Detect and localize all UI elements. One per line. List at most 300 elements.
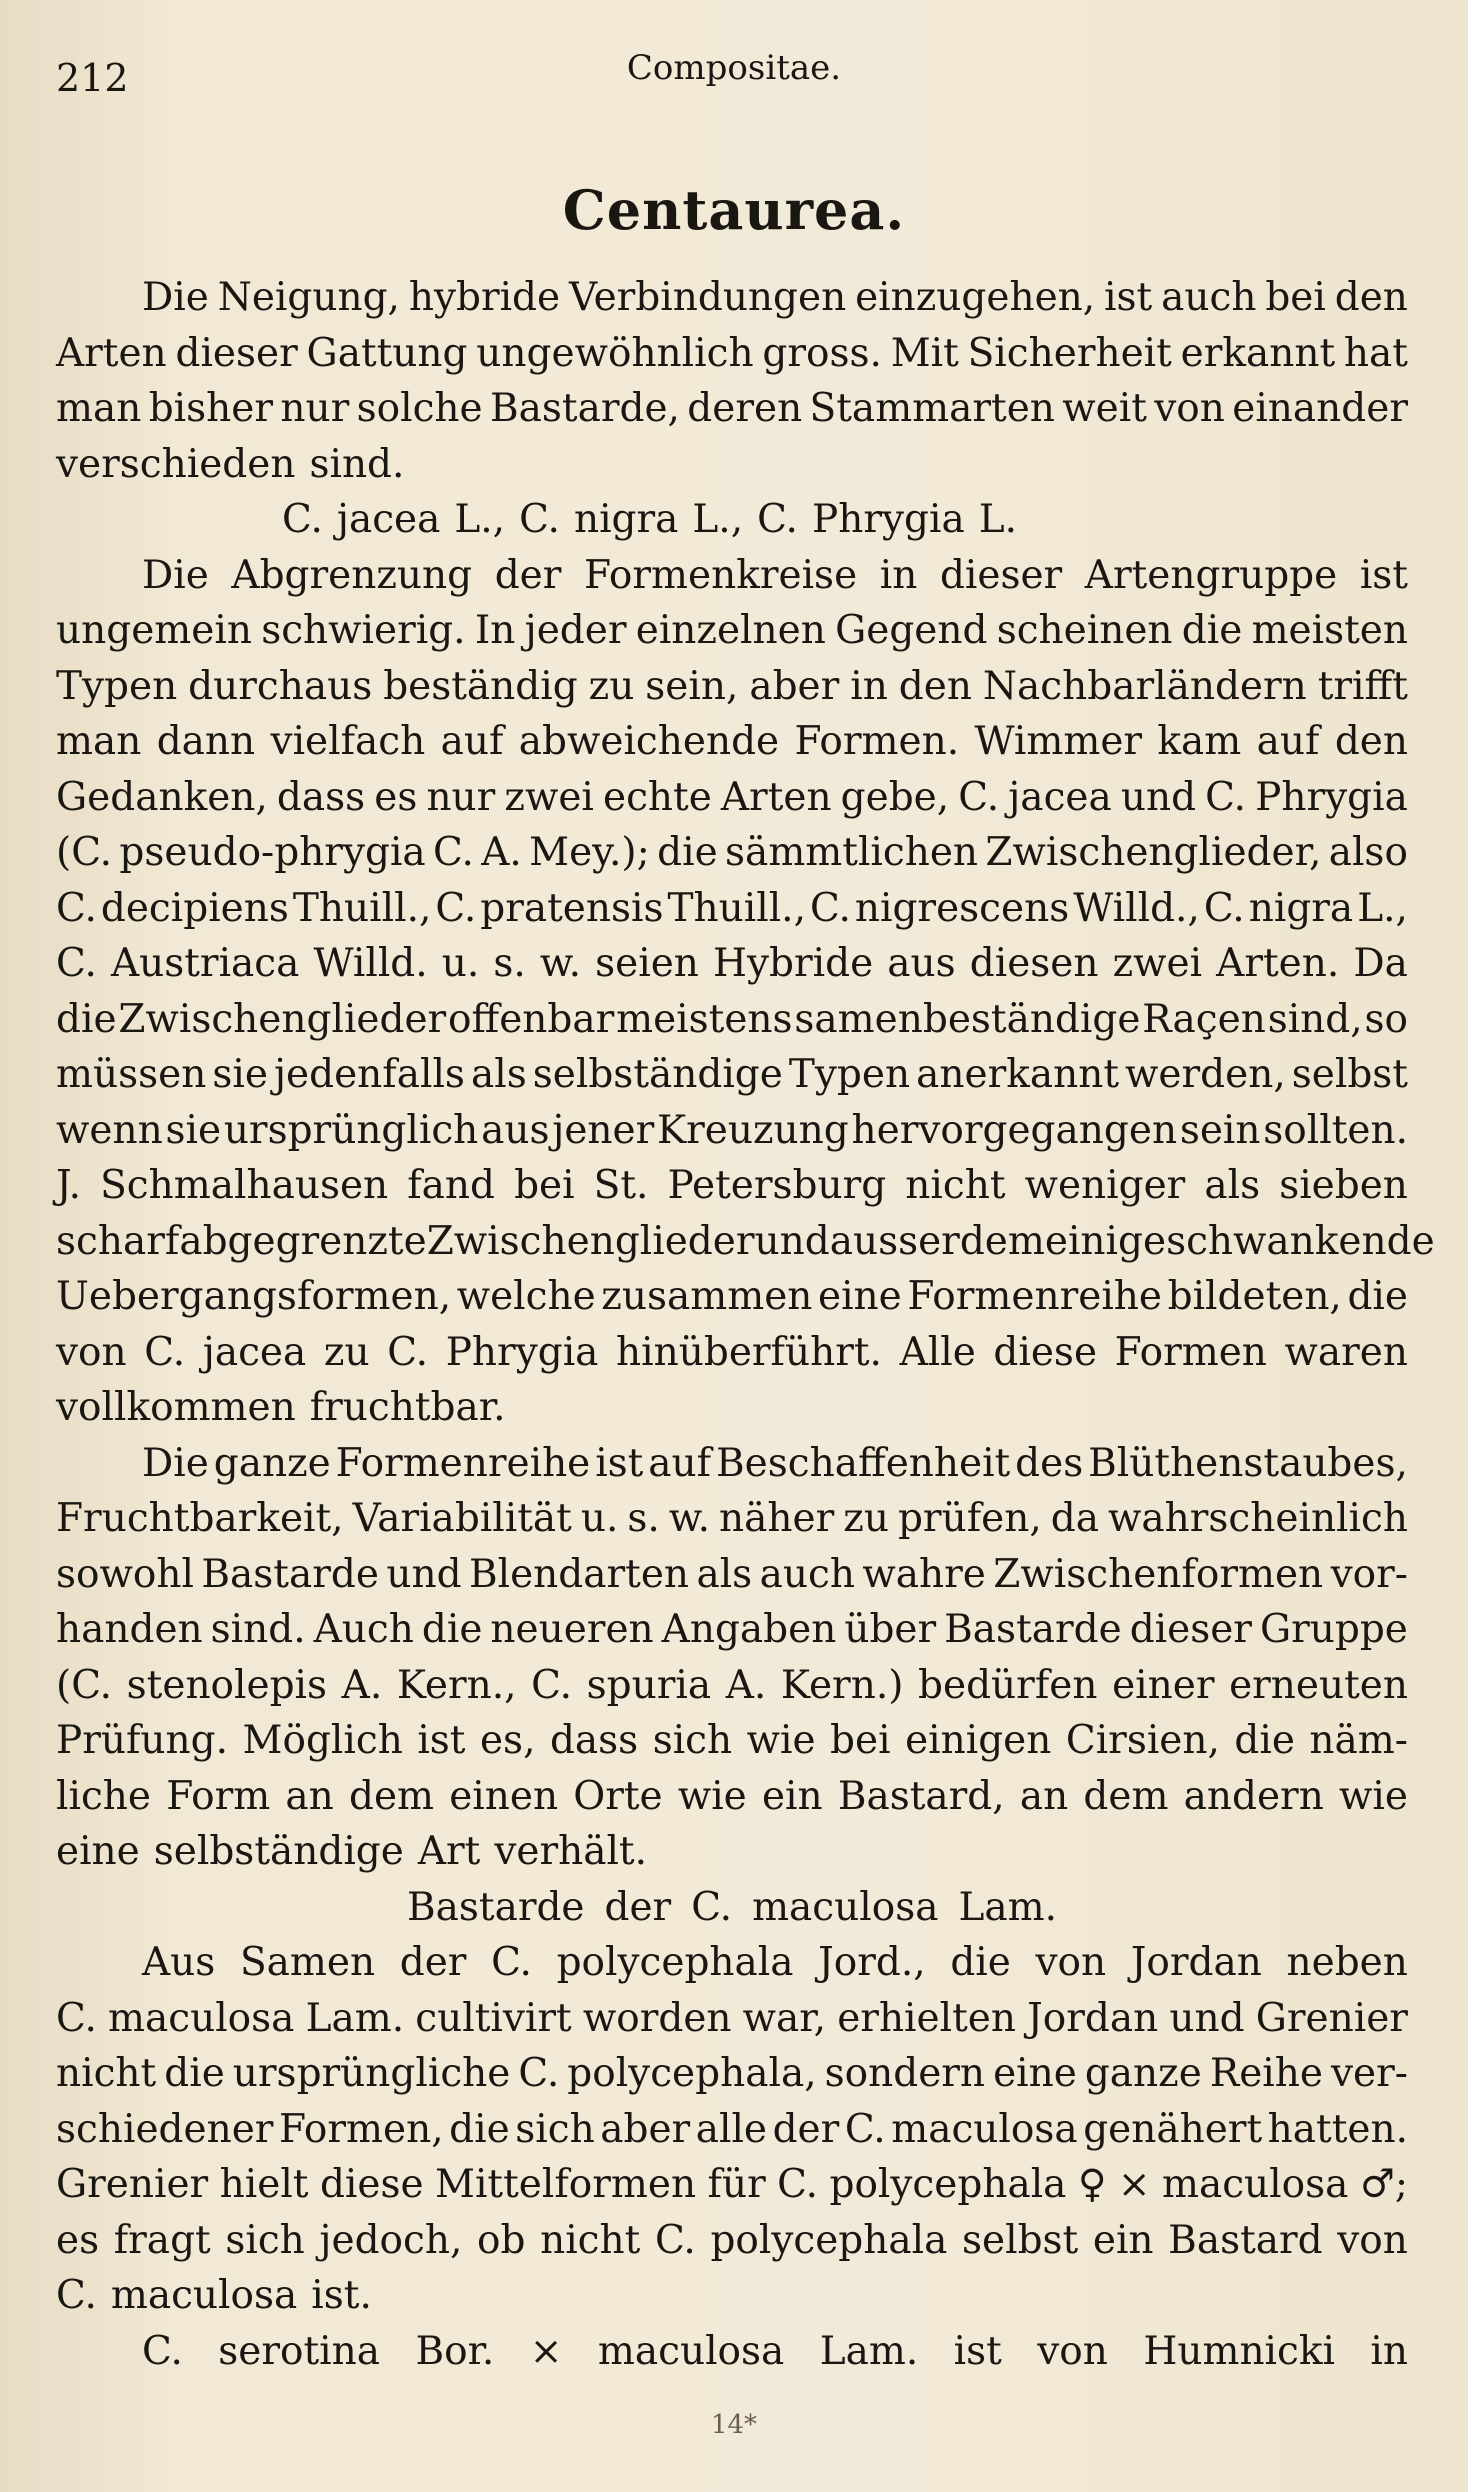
word: Kreuzung bbox=[657, 1107, 849, 1153]
word: einer bbox=[1112, 1662, 1215, 1708]
word: Phrygia bbox=[445, 1329, 599, 1375]
word: die bbox=[449, 2106, 510, 2152]
word: Austriaca bbox=[110, 941, 300, 986]
word: erhielten bbox=[837, 1995, 1016, 2041]
word: die bbox=[164, 2051, 225, 2096]
word: Zwischenglieder, bbox=[985, 830, 1322, 875]
word: echte bbox=[603, 774, 712, 820]
word: aus bbox=[887, 941, 956, 986]
word: Lam. bbox=[819, 2328, 919, 2374]
word: ausserdem bbox=[829, 1218, 1045, 1264]
word: jacea bbox=[202, 1329, 307, 1375]
word: Zwischenformen bbox=[993, 1551, 1324, 1597]
word: maculosa bbox=[108, 1995, 295, 2041]
word: Grenier bbox=[56, 2162, 209, 2207]
word: als bbox=[470, 1052, 527, 1097]
word: verhält. bbox=[494, 1829, 647, 1874]
word: Die bbox=[142, 1440, 209, 1486]
word: der bbox=[494, 552, 562, 598]
word: C. bbox=[777, 2162, 819, 2207]
word: als bbox=[1204, 1163, 1261, 1208]
word: wie bbox=[677, 1773, 747, 1819]
word: w. bbox=[668, 1496, 710, 1541]
word: welche bbox=[456, 1274, 596, 1319]
word: aber bbox=[600, 2106, 691, 2152]
word: wie bbox=[746, 1718, 816, 1763]
word: dass bbox=[276, 774, 366, 820]
word: scheinen bbox=[996, 608, 1173, 653]
word: dass bbox=[549, 1718, 639, 1763]
word: zu bbox=[588, 663, 635, 709]
word: vielfach bbox=[270, 719, 426, 764]
word: jacea bbox=[1008, 774, 1112, 820]
word: man bbox=[56, 386, 142, 431]
word: Formenreihe bbox=[907, 1274, 1162, 1319]
word: ist bbox=[953, 2328, 1002, 2374]
word: Form bbox=[166, 1773, 271, 1819]
word: seien bbox=[595, 941, 699, 986]
word: offenbar bbox=[448, 996, 615, 1042]
word: wahre bbox=[862, 1551, 986, 1597]
word: auch bbox=[759, 1551, 855, 1597]
word: waren bbox=[1284, 1329, 1408, 1375]
word: sein, bbox=[645, 663, 739, 709]
word: anerkannt bbox=[916, 1052, 1120, 1097]
word: abgegrenzte bbox=[179, 1218, 427, 1264]
word: pratensis bbox=[480, 885, 664, 931]
text-line bbox=[56, 1547, 1408, 1603]
word: abweichende bbox=[518, 719, 780, 764]
text-line bbox=[56, 1491, 1408, 1547]
word: Zwischenglieder bbox=[426, 1218, 755, 1264]
word: fand bbox=[407, 1163, 496, 1208]
word: jedenfalls bbox=[273, 1052, 465, 1097]
word: zu bbox=[323, 1329, 370, 1375]
word: neueren bbox=[490, 1607, 654, 1652]
word: C. bbox=[691, 1884, 733, 1930]
word: bedürfen bbox=[918, 1662, 1098, 1708]
text-line bbox=[56, 1824, 1408, 1880]
text-line bbox=[56, 1380, 1408, 1436]
word: L., bbox=[454, 497, 506, 542]
word: auf bbox=[648, 1440, 712, 1486]
word: C. bbox=[844, 2106, 886, 2152]
word: in bbox=[879, 552, 918, 598]
word: und bbox=[1120, 774, 1197, 820]
word: von bbox=[1037, 2328, 1108, 2374]
word: erkannt bbox=[1180, 330, 1336, 376]
word: C. bbox=[810, 885, 851, 931]
text-line bbox=[56, 1991, 1408, 2047]
word: sowohl bbox=[56, 1551, 194, 1597]
word: andern bbox=[1183, 1773, 1324, 1819]
text-line bbox=[56, 2157, 1408, 2213]
text-line bbox=[56, 881, 1408, 937]
word: Bastarde bbox=[406, 1884, 585, 1930]
word: Angaben bbox=[661, 1607, 837, 1652]
word: Gattung bbox=[306, 330, 468, 376]
word: ungewöhnlich bbox=[476, 330, 754, 376]
word: der bbox=[772, 2106, 840, 2152]
word: ist bbox=[1359, 552, 1408, 598]
body-text bbox=[56, 270, 1435, 2379]
word: und bbox=[1169, 1995, 1245, 2041]
word: Bastard, bbox=[837, 1773, 1005, 1819]
word: u. bbox=[441, 941, 480, 986]
word: zusammen bbox=[601, 1274, 813, 1319]
word: genähert bbox=[1083, 2106, 1263, 2152]
word: Jordan bbox=[1027, 1995, 1159, 2041]
word: neben bbox=[1286, 1940, 1408, 1985]
word: diese bbox=[319, 2162, 424, 2207]
word: Kern.) bbox=[780, 1662, 904, 1708]
word: sind. bbox=[309, 441, 405, 487]
word: zwei bbox=[504, 774, 594, 820]
word: bei bbox=[514, 1163, 575, 1208]
text-line bbox=[56, 1325, 1408, 1381]
word: dann bbox=[156, 719, 256, 764]
word: Art bbox=[417, 1829, 481, 1874]
word: ♀ bbox=[1077, 2162, 1107, 2207]
word: sich bbox=[652, 1718, 733, 1763]
word: maculosa bbox=[1161, 2162, 1349, 2207]
text-line bbox=[56, 437, 1408, 493]
word: Aus bbox=[142, 1940, 216, 1985]
word: die bbox=[421, 1607, 483, 1652]
word: so bbox=[1364, 996, 1408, 1042]
word: C. bbox=[519, 497, 560, 542]
word: vor- bbox=[1330, 1551, 1408, 1597]
text-line bbox=[56, 548, 1408, 604]
word: hatten. bbox=[1267, 2106, 1408, 2152]
word: Uebergangsformen, bbox=[56, 1274, 452, 1319]
word: dem bbox=[348, 1773, 435, 1819]
word: hielt bbox=[219, 2162, 309, 2207]
word: die bbox=[657, 830, 718, 875]
word: ⨯ bbox=[529, 2328, 563, 2374]
word: Formenkreise bbox=[584, 552, 858, 598]
word: C. bbox=[142, 2328, 183, 2374]
text-line bbox=[56, 1880, 1408, 1936]
word: aber bbox=[749, 663, 840, 709]
word: ein bbox=[1092, 2217, 1154, 2263]
word: nigra bbox=[1248, 885, 1354, 931]
text-line bbox=[56, 1602, 1408, 1658]
word: nur bbox=[280, 386, 350, 431]
word: die bbox=[1234, 1718, 1295, 1763]
word: maculosa bbox=[752, 1884, 939, 1930]
word: Kern., bbox=[396, 1662, 517, 1708]
word: nigrescens bbox=[854, 885, 1070, 931]
word: der bbox=[604, 1884, 672, 1930]
word: da bbox=[1050, 1496, 1099, 1541]
word: Bastarde bbox=[944, 1607, 1122, 1652]
word: war, bbox=[742, 1995, 827, 2041]
word: polycephala, bbox=[567, 2051, 817, 2096]
word: Stammarten bbox=[809, 386, 1055, 431]
word: polycephala bbox=[829, 2162, 1067, 2207]
word: Mey.); bbox=[529, 830, 650, 875]
word: Bastarde bbox=[201, 1551, 379, 1597]
word: einzugehen, bbox=[855, 275, 1096, 320]
word: ⨯ bbox=[1117, 2162, 1151, 2207]
word: und bbox=[754, 1218, 830, 1264]
word: s. bbox=[493, 941, 526, 986]
word: C. bbox=[531, 1662, 573, 1708]
word: ob bbox=[477, 2217, 526, 2263]
word: A. bbox=[481, 830, 522, 875]
word: decipiens bbox=[100, 885, 289, 931]
word: hinüberführt. bbox=[616, 1329, 882, 1375]
word: L. bbox=[978, 497, 1017, 542]
word: Bastarde, bbox=[490, 386, 680, 431]
word: eine bbox=[56, 1829, 140, 1874]
word: ursprünglich bbox=[223, 1107, 479, 1153]
word: jeder bbox=[524, 608, 627, 653]
word: müssen bbox=[56, 1052, 207, 1097]
word: auf bbox=[1256, 719, 1320, 764]
word: schwierig. bbox=[261, 608, 466, 653]
word: aus bbox=[481, 1107, 550, 1153]
word: Willd. bbox=[313, 941, 428, 986]
text-line bbox=[56, 659, 1408, 715]
text-line bbox=[56, 1658, 1408, 1714]
word: erneuten bbox=[1229, 1662, 1408, 1708]
word: prüfen, bbox=[897, 1496, 1042, 1541]
word: St. bbox=[593, 1163, 649, 1208]
word: C. bbox=[435, 885, 477, 931]
word: über bbox=[844, 1607, 937, 1652]
word: C. bbox=[433, 830, 474, 875]
word: maculosa bbox=[597, 2328, 785, 2374]
word: Phrygia bbox=[1255, 774, 1408, 820]
text-line bbox=[56, 270, 1408, 326]
word: Grenier bbox=[1255, 1995, 1408, 2041]
word: Arten bbox=[720, 774, 832, 820]
word: Samen bbox=[239, 1940, 376, 1985]
word: C. bbox=[757, 497, 798, 542]
word: sondern bbox=[824, 2051, 986, 2096]
word: zwei bbox=[1112, 941, 1203, 986]
word: alle bbox=[695, 2106, 768, 2152]
word: sich bbox=[515, 2106, 595, 2152]
word: Prüfung. bbox=[56, 1718, 229, 1763]
word: Lam. bbox=[305, 1995, 405, 2041]
word: w. bbox=[539, 941, 582, 986]
page-number: 212 bbox=[56, 56, 129, 100]
word: pseudo-phrygia bbox=[119, 830, 426, 875]
word: von bbox=[56, 1329, 127, 1375]
word: auf bbox=[440, 719, 504, 764]
word: es bbox=[374, 774, 418, 820]
word: den bbox=[1334, 275, 1408, 320]
word: deren bbox=[687, 386, 803, 431]
text-line bbox=[56, 1436, 1408, 1492]
word: sieben bbox=[1279, 1163, 1408, 1208]
word: dieser bbox=[939, 552, 1063, 598]
word: Formen. bbox=[794, 719, 960, 764]
word: in bbox=[850, 663, 888, 709]
word: s. bbox=[627, 1496, 660, 1541]
text-line bbox=[56, 1935, 1408, 1991]
word: Die bbox=[142, 552, 209, 598]
word: bisher bbox=[148, 386, 274, 431]
word: Jord., bbox=[818, 1940, 926, 1985]
word: ist bbox=[595, 1440, 644, 1486]
word: näm- bbox=[1309, 1718, 1408, 1763]
word: ein bbox=[761, 1773, 823, 1819]
word: Cirsien, bbox=[1065, 1718, 1220, 1763]
word: es, bbox=[479, 1718, 536, 1763]
word: bei bbox=[1265, 275, 1326, 320]
word: schwankende bbox=[1166, 1218, 1435, 1264]
word: selbst bbox=[1291, 1052, 1408, 1097]
word: an bbox=[285, 1773, 334, 1819]
word: ver- bbox=[1330, 2051, 1408, 2096]
word: kam bbox=[1157, 719, 1242, 764]
word: von bbox=[1154, 386, 1225, 431]
word: Willd., bbox=[1073, 885, 1200, 931]
word: Blendarten bbox=[468, 1551, 690, 1597]
word: Abgrenzung bbox=[231, 552, 473, 598]
word: bildeten, bbox=[1167, 1274, 1342, 1319]
word: die bbox=[1181, 608, 1243, 653]
word: stenolepis bbox=[126, 1662, 328, 1708]
word: selbständige bbox=[532, 1052, 783, 1097]
word: C. bbox=[144, 1329, 186, 1375]
word: weniger bbox=[1024, 1163, 1186, 1208]
word: hybride bbox=[408, 275, 561, 320]
word: den bbox=[1334, 719, 1408, 764]
word: einzelnen bbox=[635, 608, 826, 653]
word: nicht bbox=[905, 1163, 1006, 1208]
word: C. bbox=[491, 1940, 532, 1985]
word: auch bbox=[1161, 275, 1257, 320]
word: Gegend bbox=[835, 608, 988, 653]
word: solche bbox=[356, 386, 483, 431]
word: einige bbox=[1044, 1218, 1167, 1264]
word: Sicherheit bbox=[967, 330, 1172, 376]
word: und bbox=[386, 1551, 462, 1597]
word: Gedanken, bbox=[56, 774, 268, 820]
signature-mark: 14* bbox=[710, 2410, 758, 2440]
word: Verbindungen bbox=[568, 275, 847, 320]
text-line bbox=[56, 492, 1408, 548]
word: wahrscheinlich bbox=[1108, 1496, 1408, 1541]
word: jener bbox=[552, 1107, 655, 1153]
word: Orte bbox=[573, 1773, 663, 1819]
word: ♂; bbox=[1359, 2162, 1408, 2207]
word: ist. bbox=[311, 2273, 372, 2318]
word: von bbox=[1337, 2217, 1408, 2263]
running-head: Compositae. bbox=[626, 48, 842, 88]
word: Artengruppe bbox=[1084, 552, 1338, 598]
word: Bastard bbox=[1168, 2217, 1323, 2263]
word: sie bbox=[212, 1052, 268, 1097]
word: Mittelformen bbox=[435, 2162, 697, 2207]
word: nicht bbox=[56, 2051, 157, 2096]
word: selbst bbox=[962, 2217, 1079, 2263]
word: samenbeständige bbox=[794, 996, 1141, 1042]
word: sämmtlichen bbox=[725, 830, 979, 875]
word: Gruppe bbox=[1259, 1607, 1408, 1652]
word: ursprüngliche bbox=[232, 2051, 511, 2096]
word: also bbox=[1328, 830, 1408, 875]
word: u. bbox=[580, 1496, 619, 1541]
word: Formenreihe bbox=[335, 1440, 591, 1486]
word: C. bbox=[654, 2217, 696, 2263]
word: worden bbox=[582, 1995, 732, 2041]
word: C. bbox=[56, 2273, 97, 2318]
word: jedoch, bbox=[319, 2217, 463, 2263]
word: Zwischenglieder bbox=[118, 996, 447, 1042]
text-line bbox=[56, 1103, 1408, 1159]
text-line bbox=[56, 1047, 1408, 1103]
section-title: Centaurea. bbox=[562, 178, 906, 242]
word: verschieden bbox=[56, 441, 296, 487]
word: Mit bbox=[890, 330, 959, 376]
word: dieser bbox=[1129, 1607, 1252, 1652]
word: Typen bbox=[56, 663, 178, 709]
word: dieser bbox=[175, 330, 298, 376]
word: Bor. bbox=[415, 2328, 495, 2374]
word: sind. bbox=[210, 1607, 306, 1652]
word: C. bbox=[56, 941, 97, 986]
word: (C. bbox=[56, 830, 113, 875]
text-line bbox=[56, 2102, 1408, 2158]
word: polycephala bbox=[556, 1940, 794, 1985]
text-line bbox=[56, 2268, 1408, 2324]
word: man bbox=[56, 719, 142, 764]
word: jacea bbox=[336, 497, 441, 542]
word: Typen bbox=[788, 1052, 911, 1097]
word: sollten. bbox=[1263, 1107, 1408, 1153]
word: weit bbox=[1062, 386, 1147, 431]
word: C. bbox=[958, 774, 1000, 820]
word: Auch bbox=[313, 1607, 414, 1652]
word: meistens bbox=[616, 996, 793, 1042]
word: In bbox=[474, 608, 516, 653]
word: J. bbox=[56, 1163, 82, 1208]
word: Arten. bbox=[1216, 941, 1340, 986]
word: beständig bbox=[383, 663, 578, 709]
word: Lam. bbox=[958, 1884, 1058, 1930]
word: werden, bbox=[1125, 1052, 1286, 1097]
word: Reihe bbox=[1209, 2051, 1323, 2096]
text-line bbox=[56, 770, 1408, 826]
text-line bbox=[56, 2046, 1408, 2102]
word: dem bbox=[1083, 1773, 1169, 1819]
word: C. bbox=[1203, 885, 1245, 931]
word: Arten bbox=[56, 330, 167, 376]
word: an bbox=[1019, 1773, 1069, 1819]
text-line bbox=[56, 326, 1408, 382]
word: trifft bbox=[1317, 663, 1408, 709]
word: Variabilität bbox=[352, 1496, 572, 1541]
word: für bbox=[707, 2162, 766, 2207]
word: liche bbox=[56, 1773, 151, 1819]
word: C. bbox=[56, 885, 97, 931]
word: wenn bbox=[56, 1107, 163, 1153]
word: L., bbox=[1357, 885, 1408, 931]
text-line bbox=[56, 1269, 1408, 1325]
word: C. bbox=[518, 2051, 560, 2096]
word: diese bbox=[993, 1329, 1098, 1375]
word: Humnicki bbox=[1143, 2328, 1335, 2374]
word: einander bbox=[1232, 386, 1408, 431]
word: bei bbox=[830, 1718, 891, 1763]
word: spuria bbox=[586, 1662, 712, 1708]
